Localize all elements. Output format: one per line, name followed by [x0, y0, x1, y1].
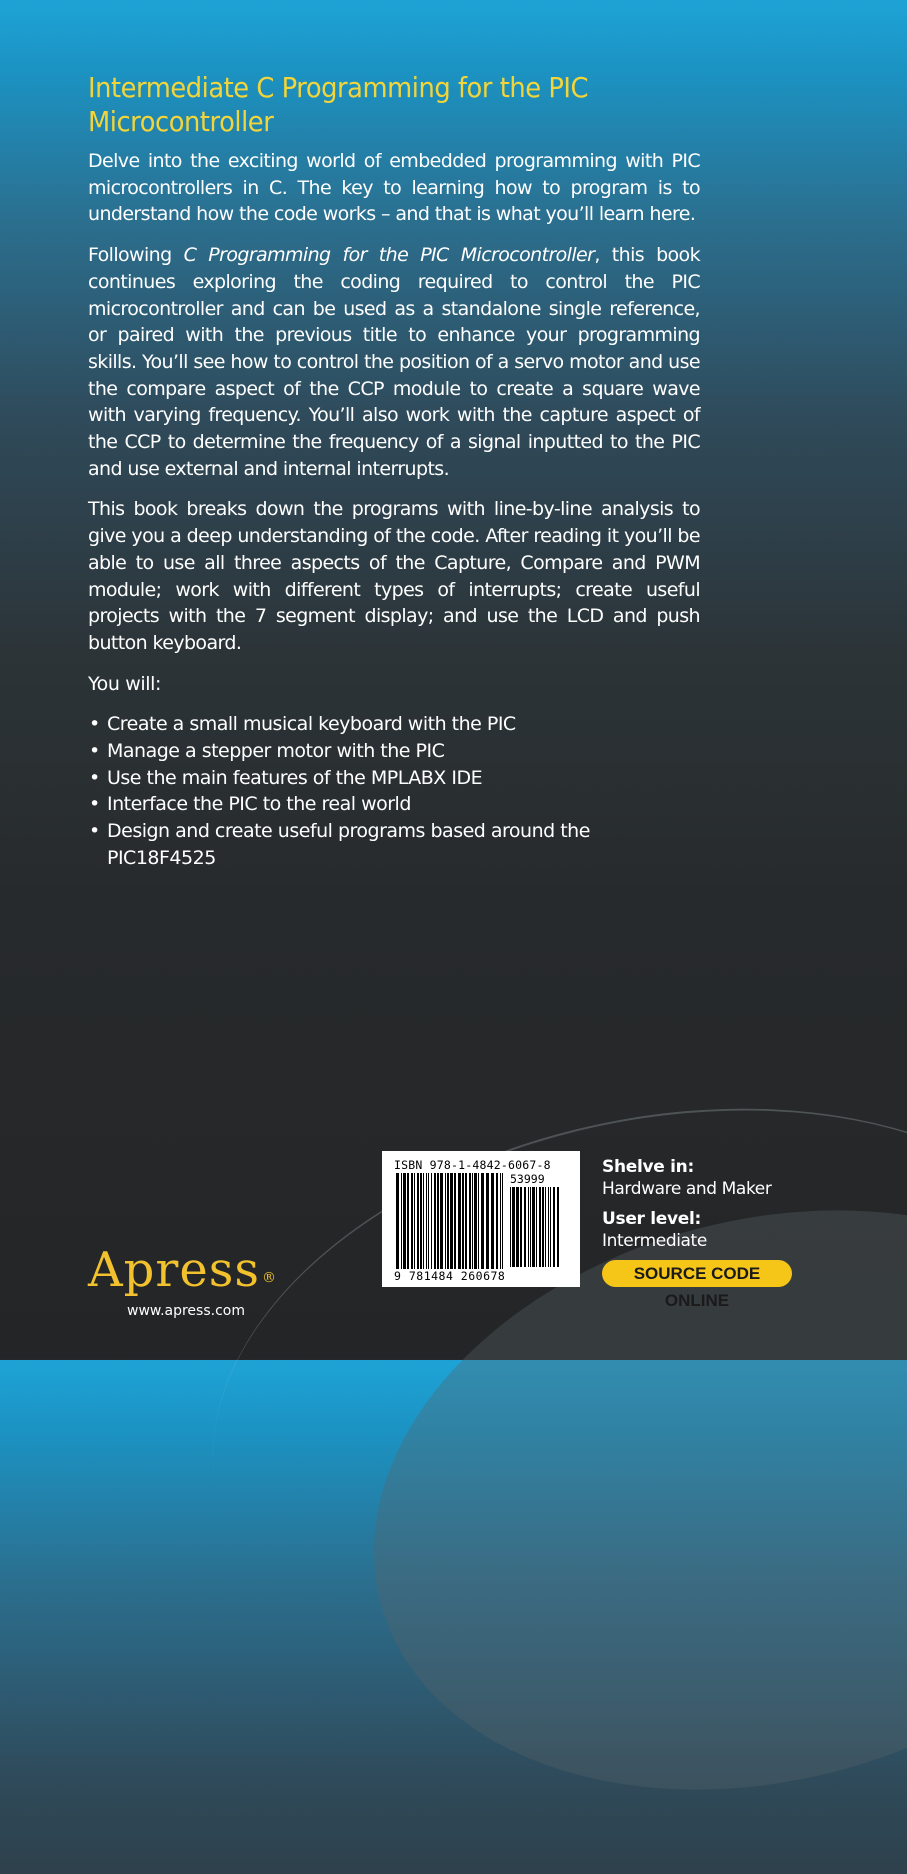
shelve-category: Hardware and Maker [602, 1179, 772, 1199]
description [88, 148, 700, 872]
paragraph-intro: Delve into the exciting world of embedded programming with PIC microcontrollers in C. The key to learning how to program is to understand how the code works – and that is what you’ll learn here. [88, 150, 700, 226]
list-item: • Interface the PIC to the real world [88, 791, 700, 818]
price-barcode-icon [510, 1187, 562, 1267]
isbn-barcode [382, 1151, 580, 1287]
isbn-label: ISBN 978-1-4842-6067-8 [394, 1158, 551, 1172]
price-code: 53999 [510, 1172, 545, 1186]
isbn-digits: 9 781484 260678 [394, 1269, 506, 1283]
paragraph-breakdown: This book breaks down the programs with line-by-line analysis to give you a deep understanding of the code. After reading it you’ll be able to use all three aspects of the Capture, Compare and PWM module; work with different types of interrupts; create useful projects with the 7 segment display; and use the LCD and push button keyboard. [88, 498, 700, 654]
list-item: • Manage a stepper motor with the PIC [88, 738, 700, 765]
paragraph-following: Following C Programming for the PIC Microcontroller, this book continues exploring the coding required to control the PIC microcontroller and can be used as a standalone single reference, or paired with the previous title to enhance your programming skills. You’ll see how to control the position of a servo motor and use the compare aspect of the CCP module to create a square wave with varying frequency. You’ll also work with the capture aspect of the CCP to determine the frequency of a signal inputted to the PIC and use external and internal interrupts. [88, 244, 700, 480]
bullet-icon: • [89, 740, 100, 763]
user-level-value: Intermediate [602, 1231, 707, 1251]
bullet-icon: • [89, 820, 100, 843]
bullet-icon: • [89, 713, 100, 736]
list-item: • Create a small musical keyboard with the PIC [88, 711, 700, 738]
apress-logo: Apress ® [88, 1242, 278, 1298]
bullet-icon: • [89, 793, 100, 816]
list-item: • Design and create useful programs based around the PIC18F4525 [89, 820, 590, 869]
bullet-icon: • [89, 766, 100, 789]
barcode-icon [396, 1173, 504, 1269]
shelve-label: Shelve in: [602, 1157, 694, 1177]
you-will-heading: You will: [88, 672, 161, 695]
bullet-list [88, 711, 700, 871]
list-item: • Use the main features of the MPLABX IDE [88, 765, 700, 792]
publisher-website: www.apress.com [127, 1303, 245, 1319]
source-code-badge: SOURCE CODE ONLINE [602, 1260, 792, 1287]
book-title: Intermediate C Programming for the PIC Microcontroller [88, 70, 589, 138]
previous-title: C Programming for the PIC Microcontroller [183, 244, 595, 267]
shelving-info [602, 1156, 771, 1252]
user-level-label: User level: [602, 1209, 702, 1229]
